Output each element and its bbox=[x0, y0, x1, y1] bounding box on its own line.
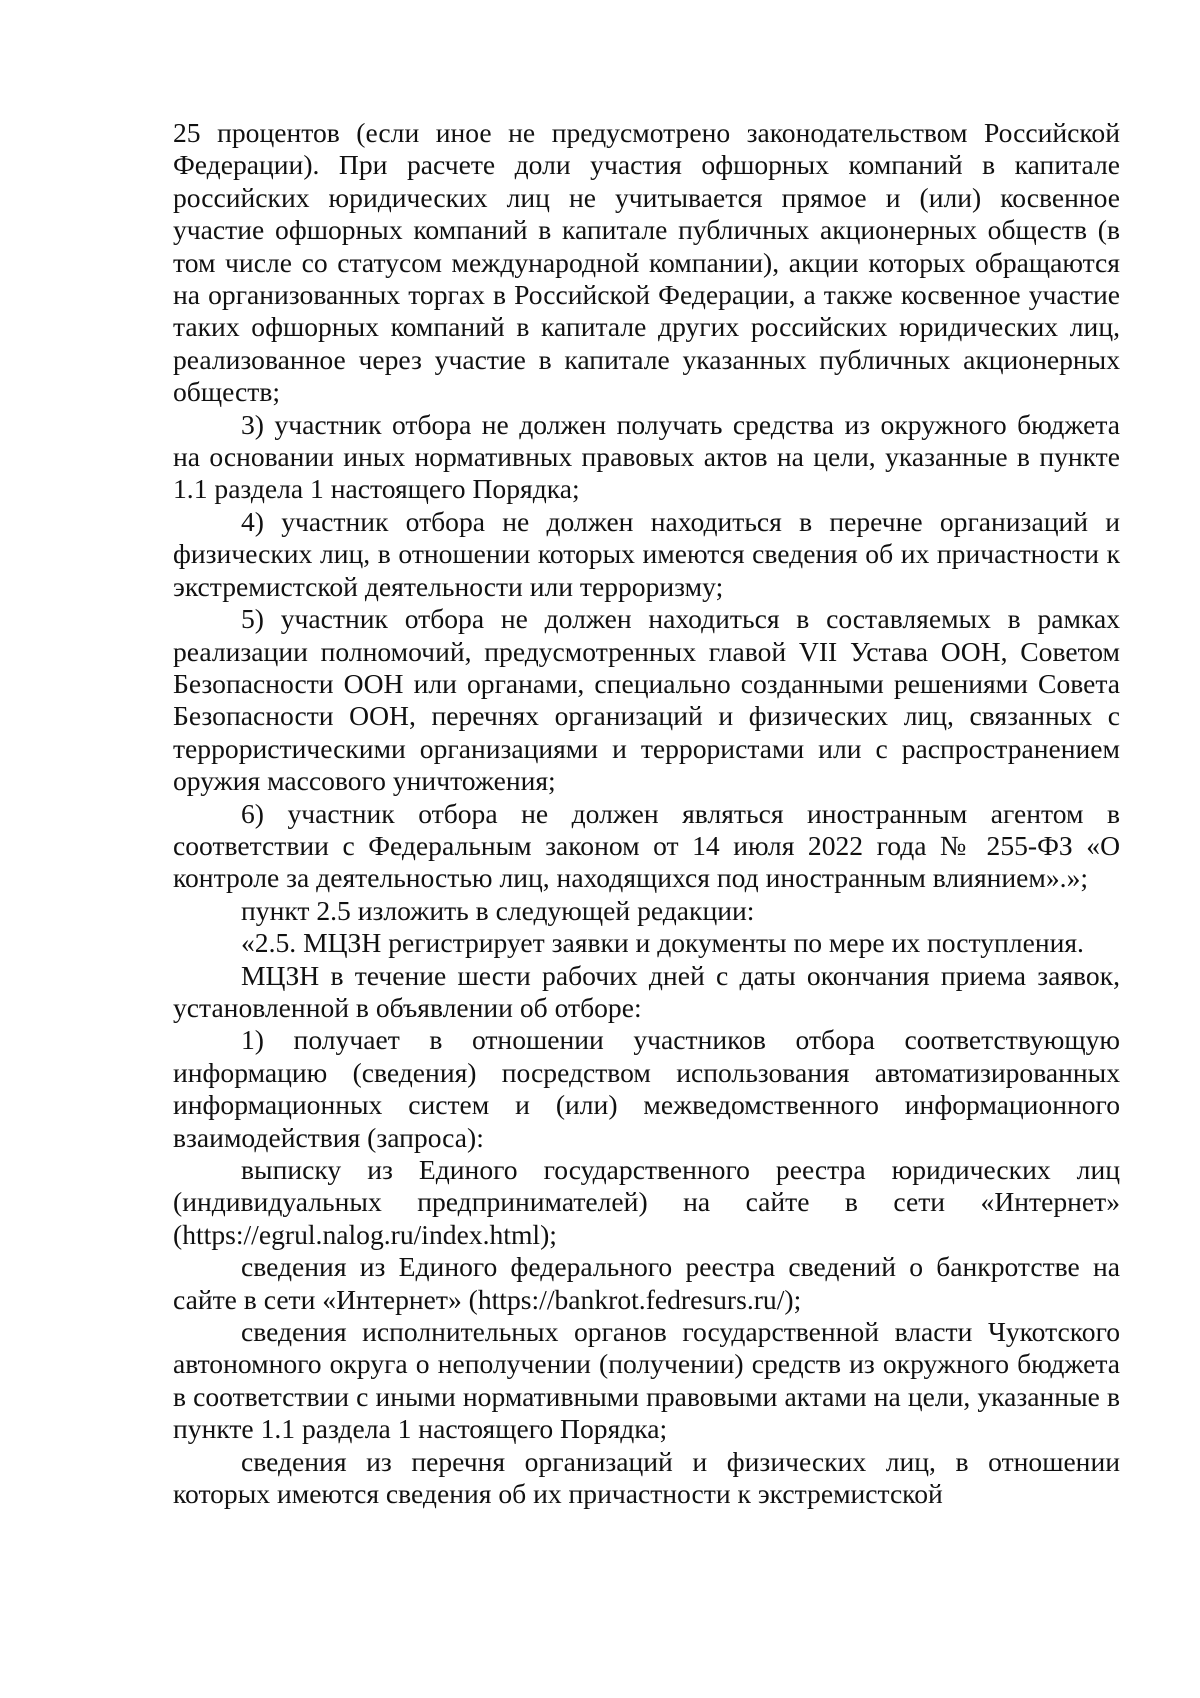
paragraph-2-5-registration: «2.5. МЦЗН регистрирует заявки и документы по мере их поступления. bbox=[241, 927, 1084, 959]
paragraph-item-4: 4) участник отбора не должен находиться в перечне организаций и физических лиц, в отношении которых имеются сведения об их причастности к экстремистской деятельности или терроризму; bbox=[173, 505, 1120, 602]
paragraph-executive-bodies-info: сведения исполнительных органов государственной власти Чукотского автономного округа о неполучении (получении) средств из окружного бюджета в соответствии с иными нормативными правовыми актами на цели, указанные в пункте 1.1 раздела 1 настоящего Порядка; bbox=[173, 1316, 1120, 1445]
document-body bbox=[173, 117, 1120, 1510]
paragraph-bankruptcy-register: сведения из Единого федерального реестра сведений о банкротстве на сайте в сети «Интернет» (https://bankrot.fedresurs.ru/); bbox=[173, 1251, 1120, 1315]
paragraph-subitem-1: 1) получает в отношении участников отбора соответствующую информацию (сведения) посредством использования автоматизированных информационных систем и (или) межведомственного информационного взаимодействия (запроса): bbox=[173, 1024, 1120, 1153]
paragraph-mczn-six-days: МЦЗН в течение шести рабочих дней с даты окончания приема заявок, установленной в объявлении об отборе: bbox=[173, 959, 1120, 1023]
paragraph-item-5: 5) участник отбора не должен находиться в составляемых в рамках реализации полномочий, предусмотренных главой VII Устава ООН, Советом Безопасности ООН или органами, специально созданными решениями Совета Безопасности ООН, перечнях организаций и физических лиц, связанных с террористическими организациями и террористами или с распространением оружия массового уничтожения; bbox=[173, 603, 1120, 797]
paragraph-item-6: 6) участник отбора не должен являться иностранным агентом в соответствии с Федеральным законом от 14 июля 2022 года № 255-ФЗ «О контроле за деятельностью лиц, находящихся под иностранным влиянием».»; bbox=[173, 797, 1120, 894]
paragraph-offshore-participation: 25 процентов (если иное не предусмотрено законодательством Российской Федерации). При расчете доли участия офшорных компаний в капитале российских юридических лиц не учитывается прямое и (или) косвенное участие офшорных компаний в капитале публичных акционерных обществ (в том числе со статусом международной компании), акции которых обращаются на организованных торгах в Российской Федерации, а также косвенное участие таких офшорных компаний в капитале других российских юридических лиц, реализованное через участие в капитале указанных публичных акционерных обществ; bbox=[173, 117, 1120, 408]
paragraph-egrul-extract: выписку из Единого государственного реестра юридических лиц (индивидуальных предпринимателей) на сайте в сети «Интернет» (https://egrul.nalog.ru/index.html); bbox=[173, 1154, 1120, 1250]
paragraph-extremism-list: сведения из перечня организаций и физических лиц, в отношении которых имеются сведения об их причастности к экстремистской bbox=[173, 1445, 1120, 1510]
paragraph-item-3: 3) участник отбора не должен получать средства из окружного бюджета на основании иных нормативных правовых актов на цели, указанные в пункте 1.1 раздела 1 настоящего Порядка; bbox=[173, 408, 1120, 505]
paragraph-amend-2-5: пункт 2.5 изложить в следующей редакции: bbox=[241, 894, 755, 926]
